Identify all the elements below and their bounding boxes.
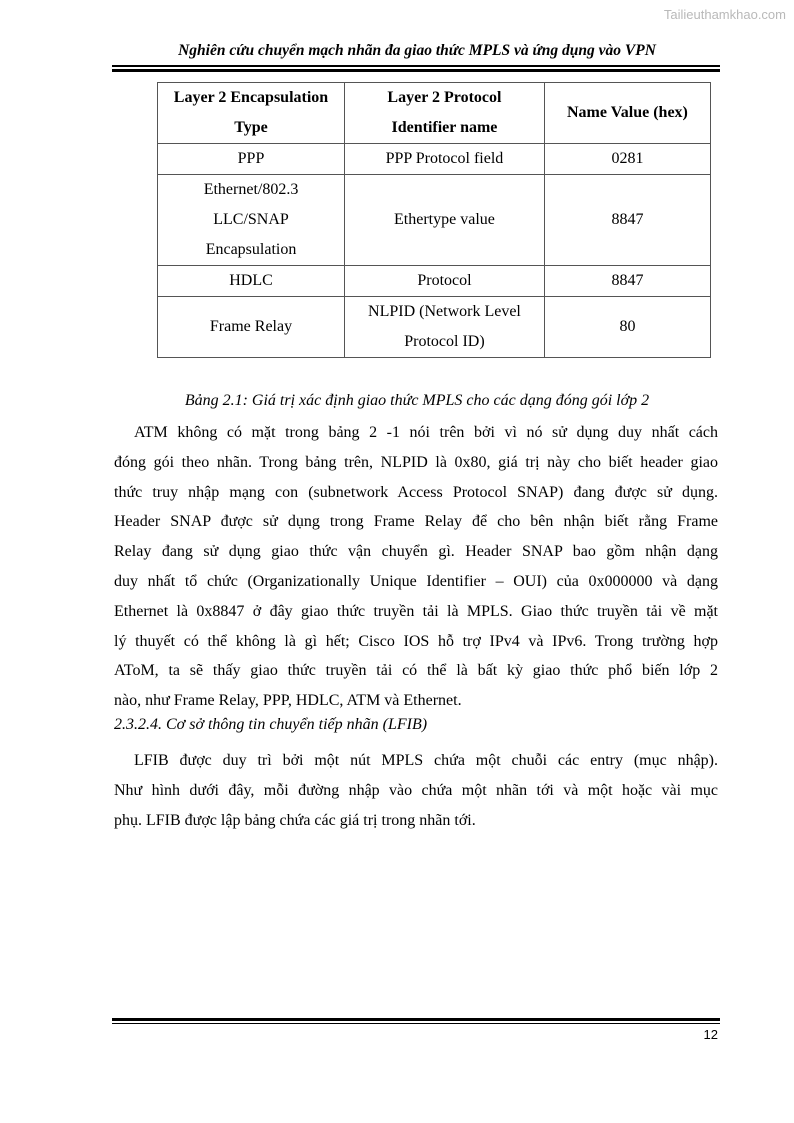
table-header-row (158, 83, 711, 144)
cell-encapsulation: Ethernet/802.3 LLC/SNAP Encapsulation (158, 175, 345, 266)
cell-value: 80 (544, 297, 710, 358)
cell-value: 8847 (544, 175, 710, 266)
page-header-title: Nghiên cứu chuyển mạch nhãn đa giao thức MPLS và ứng dụng vào VPN (178, 42, 656, 59)
paragraph-line: Như hình dưới đây, mỗi đường nhập vào chứa một nhãn tới và một hoặc vài mục (114, 781, 718, 799)
paragraph-line: Header SNAP được sử dụng trong Frame Relay để cho bên nhận biết rằng Frame (114, 513, 718, 531)
paragraph-line: duy nhất tổ chức (Organizationally Unique Identifier – OUI) của 0x000000 và dạng (114, 572, 718, 590)
section-heading: 2.3.2.4. Cơ sở thông tin chuyển tiếp nhãn (LFIB) (114, 716, 428, 733)
column-header-value: Name Value (hex) (544, 83, 710, 144)
paragraph-line: thức truy nhập mạng con (subnetwork Access Protocol SNAP) đang được sử dụng. (114, 483, 718, 501)
cell-identifier: Ethertype value (345, 175, 545, 266)
protocol-table (157, 82, 711, 358)
table-caption: Bảng 2.1: Giá trị xác định giao thức MPLS cho các dạng đóng gói lớp 2 (184, 392, 650, 409)
footer-divider-thick (112, 1018, 720, 1021)
paragraph-line: phụ. LFIB được lập bảng chứa các giá trị trong nhãn tới. (114, 811, 476, 829)
paragraph-line: lý thuyết có thể không là gì hết; Cisco IOS hỗ trợ IPv4 và IPv6. Trong trường hợp (114, 632, 718, 650)
table-row (158, 297, 711, 358)
table-row (158, 175, 711, 266)
cell-identifier: PPP Protocol field (345, 144, 545, 175)
header-divider (112, 65, 720, 67)
cell-encapsulation: HDLC (158, 266, 345, 297)
table-row (158, 266, 711, 297)
body-paragraph-lfib (114, 746, 718, 835)
cell-value: 0281 (544, 144, 710, 175)
cell-identifier: NLPID (Network Level Protocol ID) (345, 297, 545, 358)
column-header-encapsulation: Layer 2 Encapsulation Type (158, 83, 345, 144)
paragraph-line: ATM không có mặt trong bảng 2 -1 nói trên bởi vì nó sử dụng duy nhất cách (134, 424, 718, 441)
cell-identifier: Protocol (345, 266, 545, 297)
paragraph-line: Ethernet là 0x8847 ở đây giao thức truyền tải là MPLS. Giao thức truyền tải về mặt (114, 602, 718, 620)
watermark: Tailieuthamkhao.com (663, 7, 786, 22)
paragraph-line: Relay đang sử dụng giao thức vận chuyển gì. Header SNAP bao gồm nhận dạng (114, 543, 718, 561)
paragraph-line: đóng gói theo nhãn. Trong bảng trên, NLPID là 0x80, giá trị này cho biết header giao (114, 453, 718, 471)
cell-encapsulation: PPP (158, 144, 345, 175)
footer-divider (112, 1023, 720, 1024)
cell-value: 8847 (544, 266, 710, 297)
paragraph-line: AToM, ta sẽ thấy giao thức truyền tải có thể là bất kỳ giao thức phổ biến lớp 2 (114, 662, 718, 680)
cell-encapsulation: Frame Relay (158, 297, 345, 358)
page-number: 12 (703, 1027, 718, 1042)
paragraph-line: nào, như Frame Relay, PPP, HDLC, ATM và Ethernet. (114, 692, 462, 710)
header-divider-thick (112, 69, 720, 72)
table-row (158, 144, 711, 175)
body-paragraph-atm (114, 418, 718, 716)
paragraph-line: LFIB được duy trì bởi một nút MPLS chứa một chuỗi các entry (mục nhập). (134, 752, 718, 769)
column-header-identifier: Layer 2 Protocol Identifier name (345, 83, 545, 144)
